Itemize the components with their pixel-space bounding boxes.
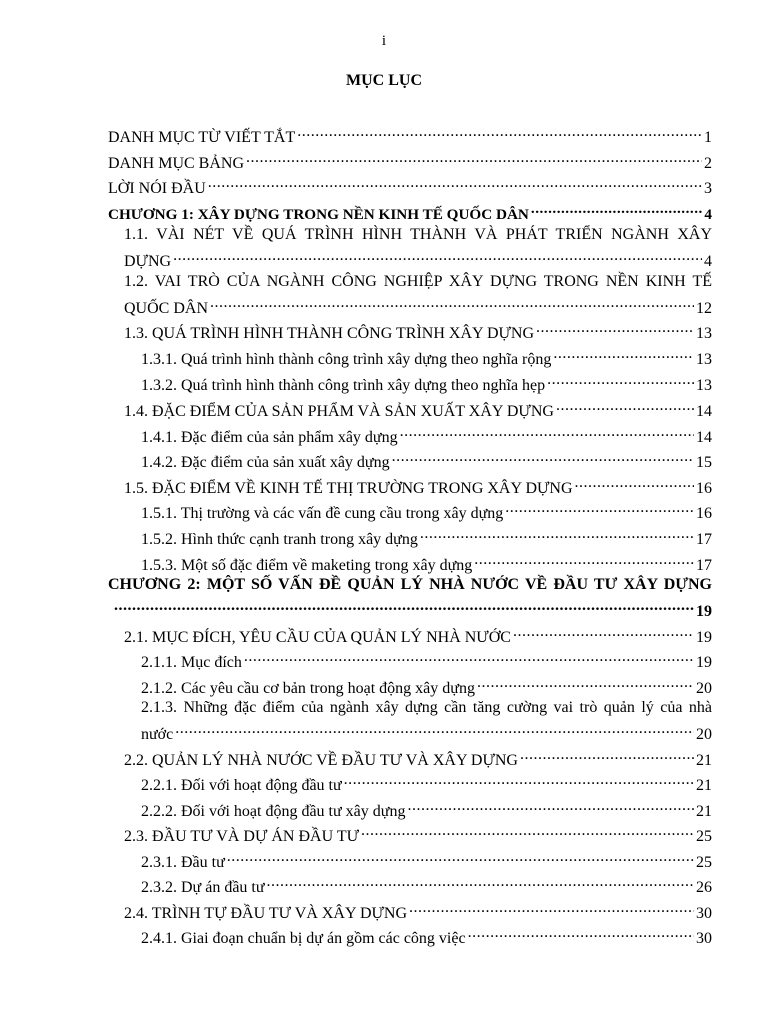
toc-leader-dots — [400, 422, 694, 442]
toc-entry-title: 1.4.2. Đặc điểm của sản xuất xây dựng — [141, 454, 390, 471]
toc-entry[interactable] — [141, 344, 712, 368]
toc-entry-title: 2.2. QUẢN LÝ NHÀ NƯỚC VỀ ĐẦU TƯ VÀ XÂY DỰNG — [124, 752, 518, 769]
toc-entry-line1: 1.1. VÀI NÉT VỀ QUÁ TRÌNH HÌNH THÀNH VÀ PHÁT TRIỂN NGÀNH XÂY — [124, 226, 712, 243]
toc-leader-dots — [553, 344, 694, 364]
toc-entry[interactable] — [124, 396, 712, 420]
toc-entry-line1: 1.2. VAI TRÒ CỦA NGÀNH CÔNG NGHIỆP XÂY DỰNG TRONG NỀN KINH TẾ — [124, 273, 712, 290]
toc-entry-title: 1.4.1. Đặc điểm của sản phẩm xây dựng — [141, 429, 398, 446]
toc-entry-page: 17 — [696, 531, 712, 548]
toc-entry[interactable] — [141, 796, 712, 820]
toc-entry-title: 2.4. TRÌNH TỰ ĐẦU TƯ VÀ XÂY DỰNG — [124, 905, 408, 922]
toc-leader-dots — [520, 745, 694, 765]
toc-entry-title: 1.5.1. Thị trường và các vấn đề cung cầu trong xây dựng — [141, 505, 504, 522]
toc-entry-page: 20 — [696, 680, 712, 697]
toc-leader-dots — [244, 647, 694, 667]
toc-entry-title: 1.3.2. Quá trình hình thành công trình xây dựng theo nghĩa hẹp — [141, 377, 546, 394]
toc-entry[interactable] — [124, 318, 712, 342]
toc-entry-page: 4 — [704, 206, 712, 223]
toc-entry-page: 4 — [704, 253, 712, 270]
toc-entry-title: 2.3.2. Dự án đầu tư — [141, 879, 265, 896]
toc-entry-title: CHƯƠNG 1: XÂY DỰNG TRONG NỀN KINH TẾ QUỐC DÂN — [108, 206, 529, 223]
toc-leader-dots — [556, 396, 694, 416]
toc-entry[interactable] — [141, 550, 712, 574]
toc-entry[interactable] — [141, 524, 712, 548]
toc-leader-dots — [297, 122, 702, 142]
toc-entry[interactable] — [124, 293, 712, 317]
toc-entry-title: DỰNG — [124, 253, 172, 270]
toc-entry-title: 1.4. ĐẶC ĐIỂM CỦA SẢN PHẨM VÀ SẢN XUẤT XÂY DỰNG — [124, 403, 554, 420]
toc-leader-dots — [468, 923, 694, 943]
toc-entry-page: 25 — [696, 854, 712, 871]
toc-entry[interactable] — [108, 173, 712, 197]
toc-entry[interactable] — [141, 923, 712, 947]
toc-entry-page: 15 — [696, 454, 712, 471]
toc-entry[interactable] — [124, 821, 712, 845]
toc-entry-page: 21 — [696, 777, 712, 794]
toc-entry-page: 25 — [696, 828, 712, 845]
toc-entry-page: 19 — [696, 654, 712, 671]
toc-leader-dots — [536, 318, 694, 338]
toc-entry-page: 19 — [696, 603, 712, 620]
toc-entry[interactable] — [141, 647, 712, 671]
toc-entry-page: 19 — [696, 629, 712, 646]
toc-entry[interactable] — [108, 122, 712, 146]
toc-entry-title: 1.5. ĐẶC ĐIỂM VỀ KINH TẾ THỊ TRƯỜNG TRONG XÂY DỰNG — [124, 480, 573, 497]
toc-entry-page: 14 — [696, 403, 712, 420]
toc-chapter-line1: CHƯƠNG 2: MỘT SỐ VẤN ĐỀ QUẢN LÝ NHÀ NƯỚC VỀ ĐẦU TƯ XÂY DỰNG — [108, 576, 712, 593]
toc-leader-dots — [505, 498, 694, 518]
toc-entry-page: 26 — [696, 879, 712, 896]
toc-chapter-entry[interactable] — [108, 596, 712, 620]
toc-entry[interactable] — [141, 370, 712, 394]
toc-entry-title: 2.1.2. Các yêu cầu cơ bản trong hoạt động xây dựng — [141, 680, 475, 697]
toc-leader-dots — [210, 293, 694, 313]
toc-leader-dots — [175, 719, 694, 739]
toc-entry-page: 21 — [696, 803, 712, 820]
toc-leader-dots — [474, 550, 694, 570]
toc-leader-dots — [575, 473, 694, 493]
toc-entry-page: 30 — [696, 930, 712, 947]
toc-chapter-entry[interactable] — [108, 199, 712, 223]
toc-leader-dots — [114, 596, 694, 616]
toc-entry-title: 2.3. ĐẦU TƯ VÀ DỰ ÁN ĐẦU TƯ — [124, 828, 360, 845]
toc-leader-dots — [531, 199, 703, 219]
toc-entry[interactable] — [141, 872, 712, 896]
toc-leader-dots — [392, 447, 694, 467]
page-title: MỤC LỤC — [346, 72, 422, 89]
toc-entry-page: 1 — [704, 129, 712, 146]
toc-entry[interactable] — [141, 422, 712, 446]
toc-entry-line1: 2.1.3. Những đặc điểm của ngành xây dựng cần tăng cường vai trò quản lý của nhà — [141, 699, 712, 716]
toc-leader-dots — [477, 673, 694, 693]
toc-entry-page: 14 — [696, 429, 712, 446]
toc-entry[interactable] — [124, 622, 712, 646]
toc-entry-page: 3 — [704, 180, 712, 197]
toc-entry-title: QUỐC DÂN — [124, 300, 208, 317]
toc-entry-title: 2.2.1. Đối với hoạt động đầu tư — [141, 777, 342, 794]
toc-entry-page: 16 — [696, 480, 712, 497]
toc-entry-page: 20 — [696, 726, 712, 743]
toc-entry-page: 2 — [704, 155, 712, 172]
toc-entry-title: LỜI NÓI ĐẦU — [108, 180, 206, 197]
toc-entry-title: 1.5.2. Hình thức cạnh tranh trong xây dựng — [141, 531, 418, 548]
toc-entry[interactable] — [124, 246, 712, 270]
toc-entry-title: 1.3. QUÁ TRÌNH HÌNH THÀNH CÔNG TRÌNH XÂY DỰNG — [124, 325, 535, 342]
toc-entry-title: 2.1. MỤC ĐÍCH, YÊU CẦU CỦA QUẢN LÝ NHÀ NƯỚC — [124, 629, 511, 646]
toc-leader-dots — [407, 796, 694, 816]
toc-leader-dots — [246, 148, 702, 168]
toc-entry[interactable] — [141, 447, 712, 471]
toc-leader-dots — [227, 847, 694, 867]
toc-entry[interactable] — [141, 719, 712, 743]
toc-entry-title: 2.4.1. Giai đoạn chuẩn bị dự án gồm các công việc — [141, 930, 466, 947]
toc-entry-page: 17 — [696, 557, 712, 574]
toc-entry-page: 16 — [696, 505, 712, 522]
toc-entry-title: DANH MỤC BẢNG — [108, 155, 245, 172]
toc-entry-title: nước — [141, 726, 174, 743]
toc-entry-title: 2.3.1. Đầu tư — [141, 854, 225, 871]
toc-entry-page: 13 — [696, 377, 712, 394]
toc-entry[interactable] — [124, 745, 712, 769]
toc-entry-page: 13 — [696, 325, 712, 342]
toc-entry-title: 1.5.3. Một số đặc điểm về maketing trong xây dựng — [141, 557, 473, 574]
toc-entry-title: DANH MỤC TỪ VIẾT TẮT — [108, 129, 296, 146]
toc-entry-page: 13 — [696, 351, 712, 368]
toc-leader-dots — [420, 524, 694, 544]
toc-leader-dots — [173, 246, 702, 266]
toc-leader-dots — [344, 770, 694, 790]
toc-leader-dots — [208, 173, 702, 193]
toc-leader-dots — [409, 898, 694, 918]
toc-entry-title: 2.1.1. Mục đích — [141, 654, 242, 671]
toc-entry[interactable] — [141, 847, 712, 871]
toc-entry-page: 30 — [696, 905, 712, 922]
toc-entry[interactable] — [124, 898, 712, 922]
toc-leader-dots — [361, 821, 694, 841]
toc-entry-page: 21 — [696, 752, 712, 769]
toc-leader-dots — [513, 622, 694, 642]
page-number: i — [381, 33, 387, 49]
toc-entry[interactable] — [124, 473, 712, 497]
toc-entry[interactable] — [141, 770, 712, 794]
toc-entry[interactable] — [141, 498, 712, 522]
toc-entry[interactable] — [141, 673, 712, 697]
toc-entry-title: 1.3.1. Quá trình hình thành công trình xây dựng theo nghĩa rộng — [141, 351, 552, 368]
toc-entry-page: 12 — [696, 300, 712, 317]
toc-entry[interactable] — [108, 148, 712, 172]
toc-leader-dots — [267, 872, 694, 892]
toc-leader-dots — [547, 370, 694, 390]
toc-entry-title: 2.2.2. Đối với hoạt động đầu tư xây dựng — [141, 803, 406, 820]
